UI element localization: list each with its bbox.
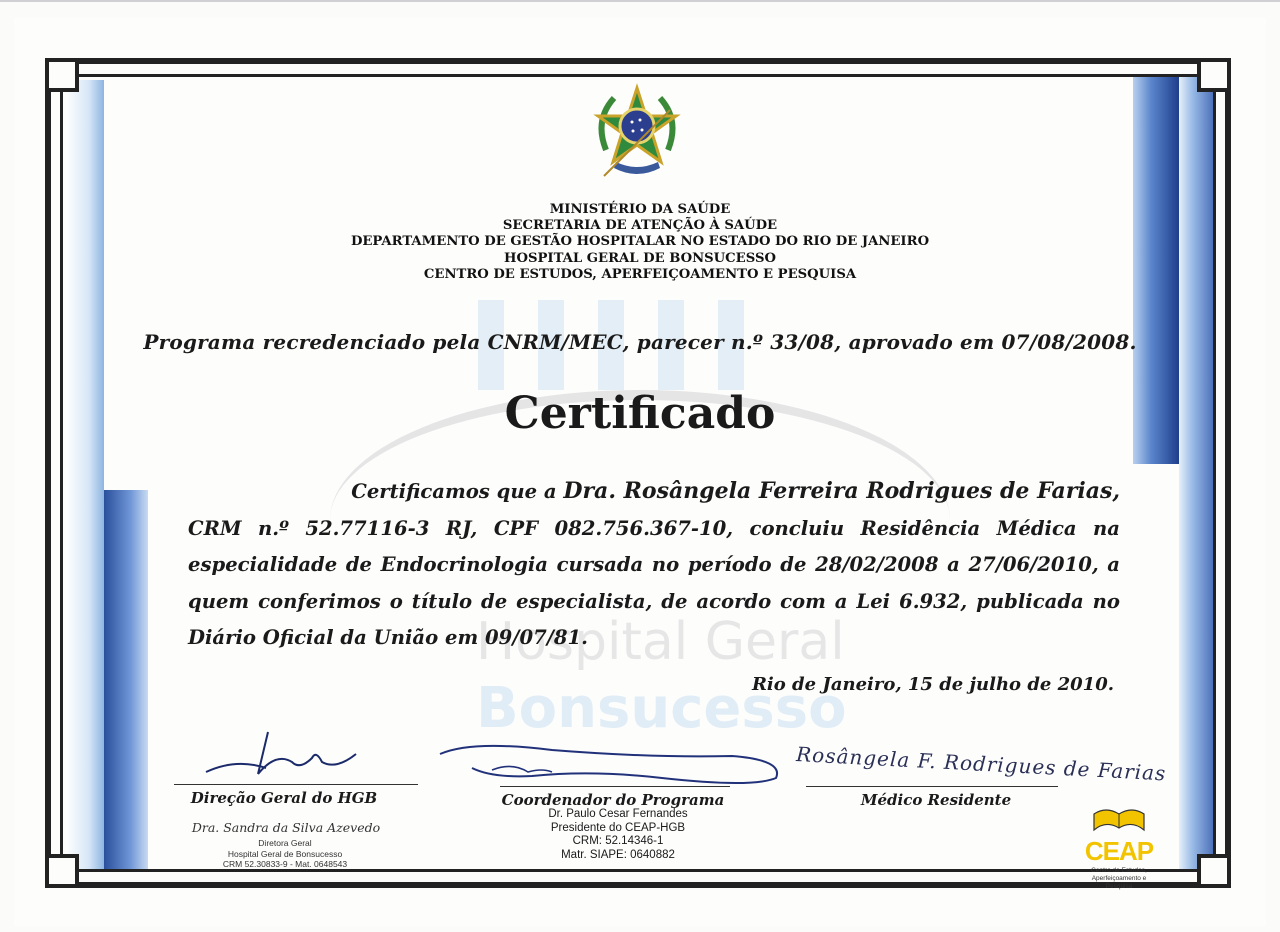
watermark-bonsucesso: Bonsucesso	[476, 676, 847, 741]
body-intro: Certificamos que a	[351, 480, 557, 503]
coordinator-role: Presidente do CEAP-HGB	[550, 821, 686, 834]
recipient-name: Dra. Rosângela Ferreira Rodrigues de Farias,	[563, 478, 1120, 504]
border-corner-bottom-right	[1197, 854, 1231, 888]
header-ministry: MINISTÉRIO DA SAÚDE	[549, 202, 731, 217]
header-center: CENTRO DE ESTUDOS, APERFEIÇOAMENTO E PESQUISA	[423, 266, 857, 282]
border-corner-top-right	[1197, 58, 1231, 92]
ceap-subtitle-1: Centro de Estudos,	[1091, 867, 1147, 874]
director-signature-line	[174, 784, 418, 785]
coordinator-siape: Matr. SIAPE: 0640882	[561, 848, 675, 861]
certificate-title: Certificado	[504, 388, 776, 439]
director-signature-label: Direção Geral do HGB	[190, 789, 378, 807]
ceap-logo	[1078, 808, 1160, 891]
border-corner-bottom-left	[45, 854, 79, 888]
resident-signature-line	[806, 786, 1058, 787]
director-signature-icon	[196, 728, 376, 786]
coordinator-signature-line	[500, 786, 730, 787]
coordinator-crm: CRM: 52.14346-1	[572, 835, 664, 847]
director-stamp-role: Diretora Geral	[258, 838, 312, 848]
director-stamp-name: Dra. Sandra da Silva Azevedo	[191, 820, 381, 835]
header-secretariat: SECRETARIA DE ATENÇÃO À SAÚDE	[502, 218, 778, 234]
body-first-line	[188, 473, 1120, 511]
watermark-hospital-geral: Hospital Geral	[476, 612, 845, 672]
open-book-icon	[1078, 808, 1160, 836]
resident-signature-label: Médico Residente	[860, 791, 1012, 809]
director-stamp-hospital: Hospital Geral de Bonsucesso	[227, 848, 343, 859]
border-corner-top-left	[45, 58, 79, 92]
ceap-subtitle-2: Aperfeiçoamento e Pesquisa	[1091, 875, 1147, 890]
coordinator-signature-label: Coordenador do Programa	[501, 791, 725, 809]
certificate-body	[188, 473, 1120, 657]
director-stamp-crm: CRM 52.30833-9 - Mat. 0648543	[222, 859, 348, 869]
institution-header	[0, 202, 1280, 283]
coordinator-details	[500, 808, 736, 862]
scan-edge	[0, 0, 1280, 2]
director-stamp	[200, 838, 370, 870]
header-hospital: HOSPITAL GERAL DE BONSUCESSO	[504, 250, 776, 266]
body-text: CRM n.º 52.77116-3 RJ, CPF 082.756.367-10, concluiu Residência Médica na especialidade de Endocrinologia cursada no período de 28/02/2008 a 27/06/2010, a quem conferimos o título de especialista, de acordo com a Lei 6.932, publicada no Diário Oficial da União em 09/07/81.	[188, 516, 1120, 649]
resident-handwritten-signature: Rosângela F. Rodrigues de Farias	[795, 742, 1167, 786]
place-and-date: Rio de Janeiro, 15 de julho de 2010.	[751, 674, 1114, 695]
program-accreditation-note: Programa recredenciado pela CNRM/MEC, parecer n.º 33/08, aprovado em 07/08/2008.	[143, 330, 1137, 354]
brazil-coat-of-arms-icon	[584, 80, 690, 186]
coordinator-name: Dr. Paulo Cesar Fernandes	[548, 808, 688, 820]
ceap-wordmark: CEAP	[1084, 836, 1154, 866]
coordinator-signature-icon	[432, 738, 792, 790]
header-department: DEPARTAMENTO DE GESTÃO HOSPITALAR NO ESTADO DO RIO DE JANEIRO	[350, 234, 930, 250]
